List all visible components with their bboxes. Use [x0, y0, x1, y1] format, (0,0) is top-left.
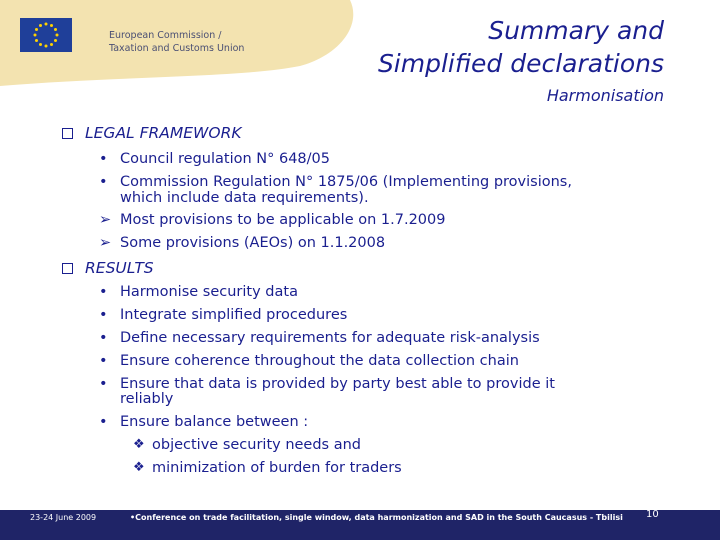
slide-subtitle: Harmonisation	[546, 86, 664, 105]
legal-item-1: Council regulation N° 648/05	[120, 151, 330, 167]
bullet-icon: •	[99, 414, 108, 430]
results-item-6: Ensure balance between :	[120, 414, 309, 430]
diamond-check-icon: ❖	[133, 437, 145, 452]
arrow-icon: ➢	[99, 235, 112, 251]
bullet-icon: •	[99, 174, 108, 190]
legal-arrow-1: Most provisions to be applicable on 1.7.2009	[120, 212, 446, 228]
page-number: 10	[646, 509, 659, 520]
footer-conference-text: Conference on trade facilitation, single window, data harmonization and SAD in the South Caucasus - Tbilisi	[135, 513, 623, 522]
results-item-3: Define necessary requirements for adequate risk-analysis	[120, 330, 540, 346]
org-line-1: European Commission /	[109, 30, 222, 41]
results-item-5: Ensure that data is provided by party best able to provide it	[120, 376, 555, 392]
results-item-4: Ensure coherence throughout the data collection chain	[120, 353, 519, 369]
title-line-2: Simplified declarations	[377, 49, 664, 78]
results-item-1: Harmonise security data	[120, 284, 298, 300]
bullet-icon: •	[99, 307, 108, 323]
results-sub-item-1: objective security needs and	[152, 437, 362, 453]
eu-flag-logo	[20, 18, 72, 52]
bullet-icon: •	[99, 353, 108, 369]
arrow-icon: ➢	[99, 212, 112, 228]
legal-item-2-cont: which include data requirements).	[120, 190, 369, 206]
results-heading	[62, 259, 154, 277]
square-bullet-icon	[62, 263, 73, 274]
org-line-2: Taxation and Customs Union	[109, 43, 245, 54]
footer-conference	[130, 513, 623, 522]
footer-star-icon: •	[130, 513, 136, 522]
results-item-5-cont: reliably	[120, 391, 174, 407]
square-bullet-icon	[62, 128, 73, 139]
title-line-1: Summary and	[488, 16, 664, 45]
diamond-check-icon: ❖	[133, 460, 145, 475]
results-heading-text: RESULTS	[85, 259, 154, 277]
legal-heading-text: LEGAL FRAMEWORK	[85, 124, 242, 142]
results-sub-item-2: minimization of burden for traders	[152, 460, 402, 476]
bullet-icon: •	[99, 330, 108, 346]
footer-date: 23-24 June 2009	[30, 513, 97, 522]
legal-item-2: Commission Regulation N° 1875/06 (Implementing provisions,	[120, 174, 572, 190]
legal-framework-heading	[62, 124, 242, 142]
bullet-icon: •	[99, 376, 108, 392]
legal-arrow-2: Some provisions (AEOs) on 1.1.2008	[120, 235, 386, 251]
organization-name	[109, 29, 244, 55]
slide-title	[378, 14, 664, 80]
bullet-icon: •	[99, 284, 108, 300]
results-item-2: Integrate simplified procedures	[120, 307, 348, 323]
bullet-icon: •	[99, 151, 108, 167]
